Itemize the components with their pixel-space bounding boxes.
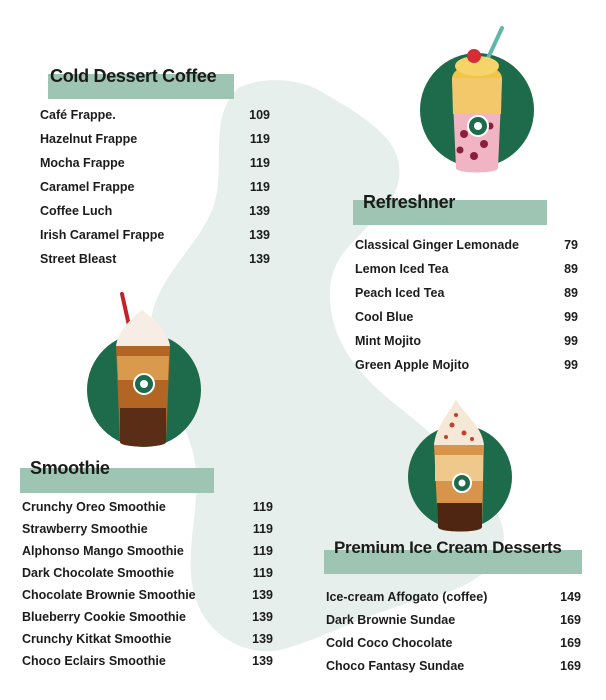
item-name: Choco Fantasy Sundae (326, 659, 465, 673)
item-name: Crunchy Oreo Smoothie (22, 500, 166, 514)
menu-item (326, 590, 581, 610)
section-premium-ice-cream-desserts (326, 538, 582, 673)
section-title: Refreshner (363, 192, 456, 212)
item-price: 169 (560, 613, 581, 627)
menu-item (40, 204, 270, 224)
section-title: Cold Dessert Coffee (50, 66, 217, 86)
item-name: Hazelnut Frappe (40, 132, 138, 146)
item-price: 169 (560, 636, 581, 650)
berry-smoothie-image (414, 22, 544, 182)
item-price: 139 (252, 654, 273, 668)
item-price: 89 (564, 262, 578, 276)
menu-item (355, 286, 578, 306)
item-price: 139 (252, 632, 273, 646)
menu-item (22, 500, 273, 520)
item-name: Strawberry Smoothie (22, 522, 148, 536)
item-name: Café Frappe. (40, 108, 116, 122)
menu-item (355, 310, 578, 330)
item-price: 119 (252, 544, 273, 558)
menu-item (326, 636, 581, 656)
item-name: Dark Brownie Sundae (326, 613, 456, 627)
item-price: 119 (252, 522, 273, 536)
item-name: Crunchy Kitkat Smoothie (22, 632, 172, 646)
item-name: Irish Caramel Frappe (40, 228, 165, 242)
menu-item (326, 613, 581, 633)
item-name: Classical Ginger Lemonade (355, 238, 519, 252)
section-refreshner (355, 192, 579, 372)
item-price: 99 (564, 310, 578, 324)
item-price: 149 (560, 590, 581, 604)
section-heading (22, 458, 274, 485)
section-cold-dessert-coffee (40, 66, 272, 266)
item-name: Ice-cream Affogato (coffee) (326, 590, 488, 604)
section-heading (40, 66, 272, 93)
item-price: 119 (252, 500, 273, 514)
menu-item (40, 156, 270, 176)
item-price: 139 (252, 610, 273, 624)
item-name: Dark Chocolate Smoothie (22, 566, 175, 580)
item-name: Coffee Luch (40, 204, 113, 218)
menu-item (355, 334, 578, 354)
menu-item (22, 544, 273, 564)
item-price: 79 (564, 238, 578, 252)
item-price: 139 (249, 228, 270, 242)
item-name: Mocha Frappe (40, 156, 125, 170)
item-name: Mint Mojito (355, 334, 421, 348)
section-title: Premium Ice Cream Desserts (334, 538, 562, 557)
menu-item (40, 132, 270, 152)
item-name: Chocolate Brownie Smoothie (22, 588, 196, 602)
item-name: Alphonso Mango Smoothie (22, 544, 184, 558)
menu-item (326, 659, 581, 679)
item-name: Choco Eclairs Smoothie (22, 654, 166, 668)
menu-item (40, 108, 270, 128)
sundae-image (404, 395, 520, 540)
menu-item (22, 566, 273, 586)
section-heading (355, 192, 579, 219)
item-price: 119 (249, 180, 270, 194)
section-title: Smoothie (30, 458, 110, 478)
menu-item (355, 358, 578, 378)
item-price: 89 (564, 286, 578, 300)
item-price: 139 (249, 252, 270, 266)
item-name: Cold Coco Chocolate (326, 636, 453, 650)
menu-item (40, 252, 270, 272)
menu-item (22, 654, 273, 674)
menu-item (40, 180, 270, 200)
item-price: 119 (252, 566, 273, 580)
item-price: 119 (249, 156, 270, 170)
section-heading (326, 538, 582, 565)
menu-item (22, 522, 273, 542)
menu-item (22, 588, 273, 608)
menu-item (22, 632, 273, 652)
item-name: Street Bleast (40, 252, 117, 266)
item-price: 169 (560, 659, 581, 673)
item-price: 139 (249, 204, 270, 218)
item-name: Caramel Frappe (40, 180, 135, 194)
item-price: 119 (249, 132, 270, 146)
item-name: Lemon Iced Tea (355, 262, 449, 276)
iced-coffee-image (84, 290, 204, 455)
menu-item (40, 228, 270, 248)
item-name: Green Apple Mojito (355, 358, 470, 372)
item-price: 99 (564, 358, 578, 372)
menu-item (355, 262, 578, 282)
section-smoothie (22, 458, 274, 668)
item-name: Blueberry Cookie Smoothie (22, 610, 186, 624)
item-name: Cool Blue (355, 310, 414, 324)
menu-item (355, 238, 578, 258)
menu-item (22, 610, 273, 630)
item-price: 99 (564, 334, 578, 348)
item-price: 139 (252, 588, 273, 602)
item-name: Peach Iced Tea (355, 286, 445, 300)
item-price: 109 (249, 108, 270, 122)
